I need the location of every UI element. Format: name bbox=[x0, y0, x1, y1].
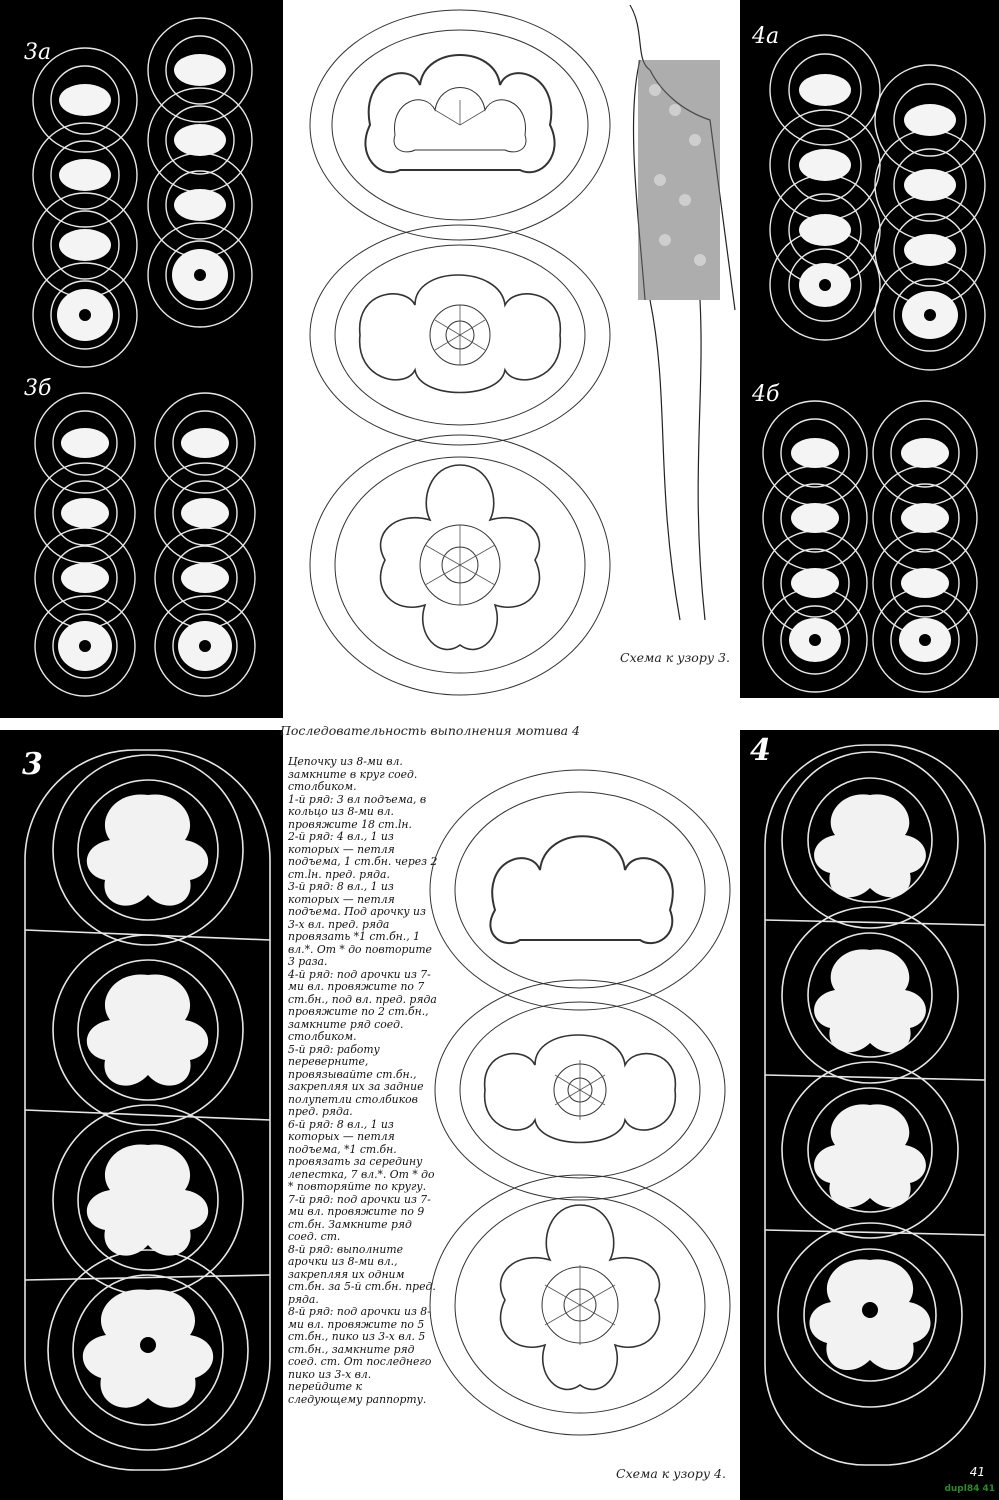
photo-panel-3 bbox=[0, 730, 283, 1500]
instruction-step: 3-й ряд: 8 вл., 1 из которых — петля подъема. Под арочку из 3-х вл. пред. ряда провязать *1 ст.бн., 1 вл.*. От * до повторите 3 раза. bbox=[288, 880, 432, 968]
lace-photo-3b bbox=[0, 378, 283, 718]
instruction-step: 1-й ряд: 3 вл подъема, в кольцо из 8-ми вл. провяжите 18 ст.lн. bbox=[288, 792, 427, 831]
photo-panel-4b bbox=[740, 378, 999, 698]
instruction-step: 8-й ряд: выполните арочки из 8-ми вл., закрепляя их одним ст.бн. за 5-й ст.бн. пред. ряда. bbox=[288, 1242, 436, 1306]
crochet-diagram-scheme-3 bbox=[300, 5, 620, 710]
instruction-step: 6-й ряд: 8 вл., 1 из которых — петля подъема, *1 ст.бн. провязать за середину лепестка, 7 вл.*. От * до * повторяйте по кругу. bbox=[288, 1117, 435, 1193]
lace-photo-4b bbox=[740, 378, 999, 698]
photo-panel-3a bbox=[0, 0, 283, 378]
lace-photo-3 bbox=[0, 730, 283, 1500]
instruction-step: 2-й ряд: 4 вл., 1 из которых — петля подъема, 1 ст.бн. через 2 ст.lн. пред. ряда. bbox=[288, 830, 438, 881]
instruction-step: 8-й ряд: под арочки из 8-ми вл. провяжите по 5 ст.бн., пико из 3-х вл. 5 ст.бн., замкните ряд соед. ст. От последнего пико из 3-х вл. перейдите к следующему раппорту. bbox=[288, 1305, 432, 1406]
instruction-step: Цепочку из 8-ми вл. замкните в круг соед. столбиком. bbox=[288, 755, 418, 793]
instructions-text bbox=[288, 756, 438, 1406]
lace-photo-4 bbox=[740, 730, 999, 1500]
sequence-title: Последовательность выполнения мотива 4 bbox=[280, 723, 580, 738]
instruction-step: 7-й ряд: под арочки из 7-ми вл. провяжите по 9 ст.бн. Замкните ряд соед. ст. bbox=[288, 1192, 431, 1243]
label-4: 4 bbox=[750, 733, 771, 768]
photo-panel-3b bbox=[0, 378, 283, 718]
crochet-diagram-scheme-4 bbox=[420, 760, 740, 1450]
caption-scheme-4: Схема к узору 4. bbox=[616, 1466, 726, 1481]
photo-panel-4a bbox=[740, 0, 999, 378]
photo-panel-4 bbox=[740, 730, 999, 1500]
instruction-step: 4-й ряд: под арочки из 7-ми вл. провяжите по 7 ст.бн., под вл. пред. ряда провяжите по 2 ст.бн., замкните ряд соед. столбиком. bbox=[288, 967, 437, 1043]
label-4a: 4а bbox=[752, 24, 780, 49]
label-3b: 3б bbox=[24, 378, 52, 401]
label-4b: 4б bbox=[752, 382, 780, 407]
label-3a: 3а bbox=[24, 40, 52, 65]
lace-photo-4a bbox=[740, 0, 999, 378]
caption-scheme-3: Схема к узору 3. bbox=[620, 650, 730, 665]
label-3: 3 bbox=[22, 747, 43, 782]
fashion-sketch-illustration bbox=[610, 0, 745, 640]
page-number: 41 bbox=[969, 1465, 985, 1479]
instruction-step: 5-й ряд: работу переверните, провязывайте ст.бн., закрепляя их за задние полупетли столбиков пред. ряда. bbox=[288, 1042, 424, 1118]
scan-stamp: dupl84 41 bbox=[944, 1484, 995, 1494]
